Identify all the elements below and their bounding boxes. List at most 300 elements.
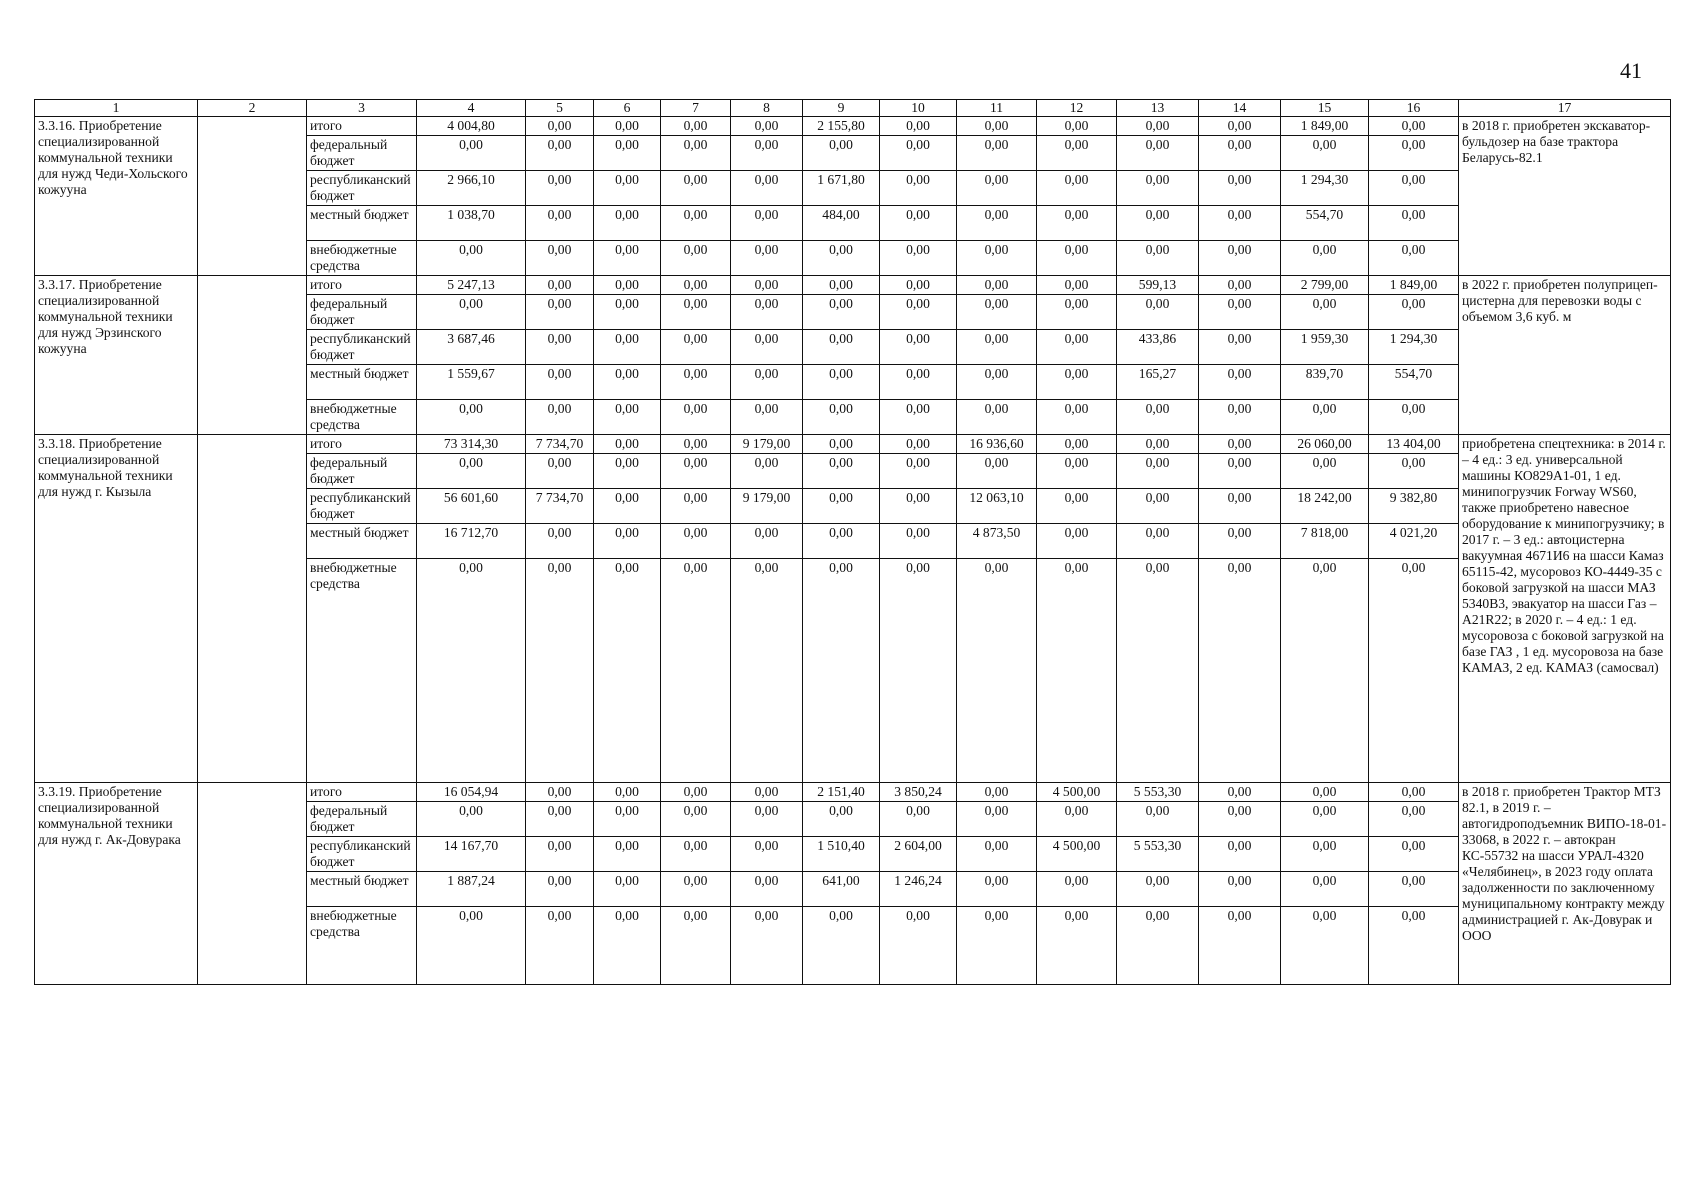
amount-cell: 554,70: [1281, 206, 1369, 241]
amount-cell: 0,00: [1369, 559, 1459, 783]
funding-source: республиканский бюджет: [307, 171, 417, 206]
amount-cell: 0,00: [1199, 559, 1281, 783]
column-header: 5: [526, 100, 594, 117]
amount-cell: 0,00: [661, 136, 731, 171]
funding-source: местный бюджет: [307, 206, 417, 241]
amount-cell: 641,00: [803, 872, 880, 907]
amount-cell: 0,00: [1199, 365, 1281, 400]
measure-name: 3.3.17. Приобретение специализированной коммунальной техники для нужд Эрзинского кожууна: [35, 276, 198, 435]
amount-cell: 0,00: [661, 872, 731, 907]
amount-cell: 0,00: [731, 365, 803, 400]
amount-cell: 1 887,24: [417, 872, 526, 907]
column-header: 4: [417, 100, 526, 117]
program-funding-table: [34, 99, 1671, 985]
amount-cell: 0,00: [957, 559, 1037, 783]
funding-source: местный бюджет: [307, 365, 417, 400]
amount-cell: 0,00: [1369, 136, 1459, 171]
funding-source: республиканский бюджет: [307, 837, 417, 872]
amount-cell: 0,00: [1199, 872, 1281, 907]
page-number: 41: [1620, 58, 1642, 83]
amount-cell: 5 247,13: [417, 276, 526, 295]
amount-cell: 0,00: [957, 206, 1037, 241]
column-header: 11: [957, 100, 1037, 117]
amount-cell: 0,00: [1037, 117, 1117, 136]
funding-source: федеральный бюджет: [307, 136, 417, 171]
amount-cell: 0,00: [661, 489, 731, 524]
column-number-row: [35, 100, 1671, 117]
amount-cell: 2 155,80: [803, 117, 880, 136]
amount-cell: 0,00: [803, 330, 880, 365]
amount-cell: 1 849,00: [1281, 117, 1369, 136]
measure-name: 3.3.16. Приобретение специализированной коммунальной техники для нужд Чеди-Хольского кожууна: [35, 117, 198, 276]
amount-cell: 0,00: [1281, 454, 1369, 489]
amount-cell: 9 179,00: [731, 489, 803, 524]
amount-cell: 0,00: [1281, 872, 1369, 907]
amount-cell: 0,00: [1281, 136, 1369, 171]
amount-cell: 0,00: [731, 837, 803, 872]
amount-cell: 0,00: [661, 171, 731, 206]
amount-cell: 0,00: [1037, 435, 1117, 454]
amount-cell: 0,00: [1117, 136, 1199, 171]
column-header: 3: [307, 100, 417, 117]
amount-cell: 0,00: [880, 117, 957, 136]
amount-cell: 0,00: [731, 136, 803, 171]
amount-cell: 0,00: [1281, 559, 1369, 783]
amount-cell: 0,00: [1281, 400, 1369, 435]
amount-cell: 0,00: [661, 837, 731, 872]
amount-cell: 0,00: [594, 400, 661, 435]
funding-source: итого: [307, 117, 417, 136]
amount-cell: 1 246,24: [880, 872, 957, 907]
amount-cell: 0,00: [417, 295, 526, 330]
amount-cell: 0,00: [731, 171, 803, 206]
result-note: в 2018 г. приобретен Трактор МТЗ 82.1, в 2019 г. – автогидроподъемник ВИПО-18-01-33068, в 2022 г. – автокран КС-55732 на шасси УРАЛ-4320 «Челябинец», в 2023 году оплата задолженности по заключенному муниципальному контракту между администрацией г. Ак-Довурак и ООО: [1459, 783, 1671, 985]
funding-source: внебюджетные средства: [307, 559, 417, 783]
funding-source: федеральный бюджет: [307, 802, 417, 837]
amount-cell: 0,00: [661, 295, 731, 330]
amount-cell: 0,00: [880, 171, 957, 206]
amount-cell: 26 060,00: [1281, 435, 1369, 454]
amount-cell: 0,00: [803, 400, 880, 435]
amount-cell: 0,00: [731, 241, 803, 276]
table-row: [35, 276, 1671, 295]
amount-cell: 0,00: [1199, 435, 1281, 454]
amount-cell: 0,00: [1281, 837, 1369, 872]
amount-cell: 16 936,60: [957, 435, 1037, 454]
amount-cell: 0,00: [1369, 872, 1459, 907]
amount-cell: 0,00: [526, 872, 594, 907]
amount-cell: 1 671,80: [803, 171, 880, 206]
amount-cell: 0,00: [1117, 559, 1199, 783]
amount-cell: 0,00: [880, 907, 957, 985]
amount-cell: 0,00: [1199, 330, 1281, 365]
amount-cell: 0,00: [594, 276, 661, 295]
amount-cell: 0,00: [661, 454, 731, 489]
amount-cell: 0,00: [661, 802, 731, 837]
amount-cell: 0,00: [594, 206, 661, 241]
amount-cell: 0,00: [526, 400, 594, 435]
amount-cell: 0,00: [594, 872, 661, 907]
measure-name: 3.3.18. Приобретение специализированной коммунальной техники для нужд г. Кызыла: [35, 435, 198, 783]
amount-cell: 0,00: [1037, 241, 1117, 276]
amount-cell: 1 038,70: [417, 206, 526, 241]
amount-cell: 0,00: [526, 295, 594, 330]
amount-cell: 0,00: [803, 276, 880, 295]
amount-cell: 0,00: [803, 559, 880, 783]
amount-cell: 0,00: [1199, 295, 1281, 330]
amount-cell: 0,00: [731, 524, 803, 559]
amount-cell: 0,00: [1037, 489, 1117, 524]
amount-cell: 0,00: [1037, 171, 1117, 206]
amount-cell: 0,00: [1199, 117, 1281, 136]
amount-cell: 2 799,00: [1281, 276, 1369, 295]
amount-cell: 0,00: [731, 783, 803, 802]
amount-cell: 0,00: [731, 802, 803, 837]
amount-cell: 0,00: [594, 241, 661, 276]
amount-cell: 0,00: [526, 171, 594, 206]
amount-cell: 0,00: [1199, 171, 1281, 206]
amount-cell: 0,00: [803, 136, 880, 171]
amount-cell: 0,00: [880, 365, 957, 400]
funding-source: внебюджетные средства: [307, 907, 417, 985]
amount-cell: 0,00: [661, 524, 731, 559]
amount-cell: 0,00: [1199, 489, 1281, 524]
table-body: [35, 100, 1671, 985]
amount-cell: 0,00: [594, 454, 661, 489]
amount-cell: 0,00: [1199, 802, 1281, 837]
amount-cell: 0,00: [1117, 171, 1199, 206]
amount-cell: 0,00: [417, 400, 526, 435]
amount-cell: 0,00: [1281, 295, 1369, 330]
amount-cell: 0,00: [661, 907, 731, 985]
funding-source: итого: [307, 435, 417, 454]
amount-cell: 0,00: [1117, 454, 1199, 489]
amount-cell: 0,00: [1037, 276, 1117, 295]
amount-cell: 1 294,30: [1281, 171, 1369, 206]
amount-cell: 0,00: [1369, 117, 1459, 136]
funding-source: республиканский бюджет: [307, 330, 417, 365]
funding-source: внебюджетные средства: [307, 400, 417, 435]
amount-cell: 0,00: [1199, 241, 1281, 276]
amount-cell: 0,00: [1369, 241, 1459, 276]
result-note: в 2022 г. приобретен полуприцеп-цистерна для перевозки воды с объемом 3,6 куб. м: [1459, 276, 1671, 435]
amount-cell: 0,00: [731, 559, 803, 783]
amount-cell: 0,00: [1199, 454, 1281, 489]
amount-cell: 0,00: [526, 524, 594, 559]
amount-cell: 0,00: [526, 454, 594, 489]
amount-cell: 0,00: [661, 276, 731, 295]
amount-cell: 0,00: [1117, 117, 1199, 136]
amount-cell: 0,00: [1117, 241, 1199, 276]
amount-cell: 0,00: [803, 241, 880, 276]
amount-cell: 5 553,30: [1117, 837, 1199, 872]
amount-cell: 0,00: [957, 276, 1037, 295]
funding-source: итого: [307, 276, 417, 295]
amount-cell: 0,00: [803, 435, 880, 454]
amount-cell: 2 966,10: [417, 171, 526, 206]
amount-cell: 14 167,70: [417, 837, 526, 872]
amount-cell: 4 500,00: [1037, 783, 1117, 802]
amount-cell: 3 687,46: [417, 330, 526, 365]
amount-cell: 0,00: [417, 907, 526, 985]
amount-cell: 9 382,80: [1369, 489, 1459, 524]
amount-cell: 0,00: [417, 559, 526, 783]
amount-cell: 0,00: [1117, 400, 1199, 435]
amount-cell: 0,00: [1117, 907, 1199, 985]
amount-cell: 0,00: [661, 400, 731, 435]
amount-cell: 0,00: [1281, 783, 1369, 802]
amount-cell: 0,00: [594, 136, 661, 171]
amount-cell: 0,00: [957, 783, 1037, 802]
amount-cell: 0,00: [661, 365, 731, 400]
amount-cell: 0,00: [1199, 206, 1281, 241]
amount-cell: 4 500,00: [1037, 837, 1117, 872]
amount-cell: 1 849,00: [1369, 276, 1459, 295]
measure-name: 3.3.19. Приобретение специализированной коммунальной техники для нужд г. Ак-Довурака: [35, 783, 198, 985]
amount-cell: 0,00: [957, 330, 1037, 365]
amount-cell: 0,00: [526, 907, 594, 985]
amount-cell: 0,00: [731, 295, 803, 330]
amount-cell: 0,00: [594, 435, 661, 454]
amount-cell: 0,00: [661, 559, 731, 783]
amount-cell: 0,00: [1369, 454, 1459, 489]
funding-source: местный бюджет: [307, 872, 417, 907]
amount-cell: 0,00: [731, 907, 803, 985]
column-header: 12: [1037, 100, 1117, 117]
amount-cell: 1 294,30: [1369, 330, 1459, 365]
amount-cell: 0,00: [880, 454, 957, 489]
amount-cell: 0,00: [526, 365, 594, 400]
amount-cell: 73 314,30: [417, 435, 526, 454]
column-header: 13: [1117, 100, 1199, 117]
amount-cell: 0,00: [731, 454, 803, 489]
amount-cell: 16 712,70: [417, 524, 526, 559]
amount-cell: 4 004,80: [417, 117, 526, 136]
amount-cell: 554,70: [1369, 365, 1459, 400]
amount-cell: 0,00: [1037, 206, 1117, 241]
amount-cell: 0,00: [1117, 524, 1199, 559]
amount-cell: 0,00: [731, 330, 803, 365]
funding-source: федеральный бюджет: [307, 295, 417, 330]
amount-cell: 0,00: [594, 171, 661, 206]
amount-cell: 0,00: [957, 837, 1037, 872]
amount-cell: 0,00: [417, 136, 526, 171]
amount-cell: 0,00: [1369, 907, 1459, 985]
amount-cell: 0,00: [1281, 802, 1369, 837]
amount-cell: 0,00: [880, 276, 957, 295]
amount-cell: 0,00: [526, 136, 594, 171]
column-header: 14: [1199, 100, 1281, 117]
column-header: 9: [803, 100, 880, 117]
amount-cell: 4 021,20: [1369, 524, 1459, 559]
amount-cell: 433,86: [1117, 330, 1199, 365]
amount-cell: 0,00: [1037, 136, 1117, 171]
amount-cell: 9 179,00: [731, 435, 803, 454]
amount-cell: 56 601,60: [417, 489, 526, 524]
amount-cell: 0,00: [1117, 206, 1199, 241]
amount-cell: 0,00: [1199, 783, 1281, 802]
column-header: 2: [198, 100, 307, 117]
amount-cell: 165,27: [1117, 365, 1199, 400]
amount-cell: 1 510,40: [803, 837, 880, 872]
amount-cell: 7 734,70: [526, 435, 594, 454]
amount-cell: 0,00: [1037, 295, 1117, 330]
amount-cell: 1 959,30: [1281, 330, 1369, 365]
responsible-cell: [198, 435, 307, 783]
amount-cell: 0,00: [1037, 365, 1117, 400]
amount-cell: 0,00: [1369, 400, 1459, 435]
amount-cell: 0,00: [594, 907, 661, 985]
amount-cell: 0,00: [526, 330, 594, 365]
amount-cell: 0,00: [957, 872, 1037, 907]
amount-cell: 0,00: [803, 489, 880, 524]
amount-cell: 0,00: [957, 295, 1037, 330]
amount-cell: 0,00: [957, 241, 1037, 276]
funding-source: итого: [307, 783, 417, 802]
amount-cell: 0,00: [880, 489, 957, 524]
amount-cell: 0,00: [731, 276, 803, 295]
amount-cell: 1 559,67: [417, 365, 526, 400]
column-header: 10: [880, 100, 957, 117]
column-header: 17: [1459, 100, 1671, 117]
amount-cell: 0,00: [1037, 330, 1117, 365]
funding-source: республиканский бюджет: [307, 489, 417, 524]
table-row: [35, 783, 1671, 802]
amount-cell: 0,00: [526, 117, 594, 136]
result-note: приобретена спецтехника: в 2014 г. – 4 ед.: 3 ед. универсальной машины КО829А1-01, 1 ед. минипогрузчик Forway WS60, также приобретено навесное оборудование к минипогрузчику; в 2017 г. – 3 ед.: автоцистерна вакуумная 4671И6 на шасси Камаз 65115-42, мусоровоз КО-4449-35 с боковой загрузкой на шасси МАЗ 5340В3, эвакуатор на шасси Газ – А21R22; в 2020 г. – 4 ед.: 1 ед. мусоровоза с боковой загрузкой на базе ГАЗ , 1 ед. мусоровоза на базе КАМАЗ, 2 ед. КАМАЗ (самосвал): [1459, 435, 1671, 783]
amount-cell: 0,00: [417, 802, 526, 837]
funding-source: внебюджетные средства: [307, 241, 417, 276]
amount-cell: 0,00: [1037, 872, 1117, 907]
amount-cell: 0,00: [594, 802, 661, 837]
amount-cell: 3 850,24: [880, 783, 957, 802]
amount-cell: 0,00: [880, 802, 957, 837]
amount-cell: 0,00: [594, 783, 661, 802]
amount-cell: 0,00: [1369, 295, 1459, 330]
amount-cell: 0,00: [880, 330, 957, 365]
funding-source: местный бюджет: [307, 524, 417, 559]
column-header: 6: [594, 100, 661, 117]
amount-cell: 0,00: [1037, 907, 1117, 985]
amount-cell: 0,00: [1199, 524, 1281, 559]
amount-cell: 0,00: [1369, 802, 1459, 837]
table-row: [35, 435, 1671, 454]
amount-cell: 484,00: [803, 206, 880, 241]
amount-cell: 13 404,00: [1369, 435, 1459, 454]
amount-cell: 0,00: [526, 206, 594, 241]
amount-cell: 0,00: [1037, 454, 1117, 489]
amount-cell: 0,00: [526, 783, 594, 802]
responsible-cell: [198, 276, 307, 435]
amount-cell: 0,00: [1117, 435, 1199, 454]
amount-cell: 0,00: [880, 400, 957, 435]
amount-cell: 0,00: [594, 365, 661, 400]
amount-cell: 0,00: [957, 802, 1037, 837]
amount-cell: 0,00: [1037, 524, 1117, 559]
funding-source: федеральный бюджет: [307, 454, 417, 489]
amount-cell: 0,00: [594, 524, 661, 559]
amount-cell: 0,00: [526, 241, 594, 276]
amount-cell: 0,00: [594, 559, 661, 783]
amount-cell: 0,00: [957, 171, 1037, 206]
amount-cell: 0,00: [661, 435, 731, 454]
amount-cell: 16 054,94: [417, 783, 526, 802]
amount-cell: 0,00: [594, 295, 661, 330]
amount-cell: 0,00: [731, 206, 803, 241]
amount-cell: 0,00: [1117, 802, 1199, 837]
amount-cell: 0,00: [1037, 559, 1117, 783]
amount-cell: 0,00: [1199, 136, 1281, 171]
amount-cell: 0,00: [880, 524, 957, 559]
amount-cell: 0,00: [957, 907, 1037, 985]
amount-cell: 0,00: [880, 136, 957, 171]
amount-cell: 4 873,50: [957, 524, 1037, 559]
amount-cell: 0,00: [594, 117, 661, 136]
amount-cell: 0,00: [661, 241, 731, 276]
amount-cell: 0,00: [1117, 295, 1199, 330]
column-header: 1: [35, 100, 198, 117]
amount-cell: 839,70: [1281, 365, 1369, 400]
amount-cell: 0,00: [957, 400, 1037, 435]
amount-cell: 0,00: [417, 241, 526, 276]
column-header: 16: [1369, 100, 1459, 117]
amount-cell: 0,00: [1037, 802, 1117, 837]
amount-cell: 0,00: [803, 802, 880, 837]
amount-cell: 2 604,00: [880, 837, 957, 872]
amount-cell: 0,00: [957, 454, 1037, 489]
responsible-cell: [198, 117, 307, 276]
amount-cell: 0,00: [880, 241, 957, 276]
amount-cell: 0,00: [1369, 206, 1459, 241]
amount-cell: 0,00: [957, 117, 1037, 136]
amount-cell: 0,00: [803, 454, 880, 489]
amount-cell: 0,00: [1369, 837, 1459, 872]
amount-cell: 0,00: [803, 524, 880, 559]
amount-cell: 0,00: [661, 330, 731, 365]
amount-cell: 0,00: [880, 295, 957, 330]
amount-cell: 7 818,00: [1281, 524, 1369, 559]
amount-cell: 0,00: [880, 435, 957, 454]
amount-cell: 18 242,00: [1281, 489, 1369, 524]
amount-cell: 0,00: [661, 206, 731, 241]
amount-cell: 0,00: [594, 330, 661, 365]
amount-cell: 0,00: [1199, 837, 1281, 872]
amount-cell: 0,00: [803, 295, 880, 330]
amount-cell: 0,00: [731, 117, 803, 136]
amount-cell: 0,00: [1281, 241, 1369, 276]
column-header: 15: [1281, 100, 1369, 117]
amount-cell: 0,00: [417, 454, 526, 489]
amount-cell: 0,00: [1037, 400, 1117, 435]
amount-cell: 0,00: [880, 206, 957, 241]
amount-cell: 0,00: [803, 907, 880, 985]
amount-cell: 0,00: [594, 489, 661, 524]
amount-cell: 0,00: [594, 837, 661, 872]
responsible-cell: [198, 783, 307, 985]
amount-cell: 0,00: [661, 783, 731, 802]
amount-cell: 0,00: [526, 559, 594, 783]
amount-cell: 0,00: [1199, 400, 1281, 435]
amount-cell: 0,00: [1199, 907, 1281, 985]
amount-cell: 0,00: [1117, 489, 1199, 524]
amount-cell: 5 553,30: [1117, 783, 1199, 802]
amount-cell: 12 063,10: [957, 489, 1037, 524]
amount-cell: 0,00: [957, 365, 1037, 400]
amount-cell: 0,00: [526, 837, 594, 872]
amount-cell: 0,00: [1369, 171, 1459, 206]
amount-cell: 0,00: [1281, 907, 1369, 985]
amount-cell: 0,00: [731, 872, 803, 907]
